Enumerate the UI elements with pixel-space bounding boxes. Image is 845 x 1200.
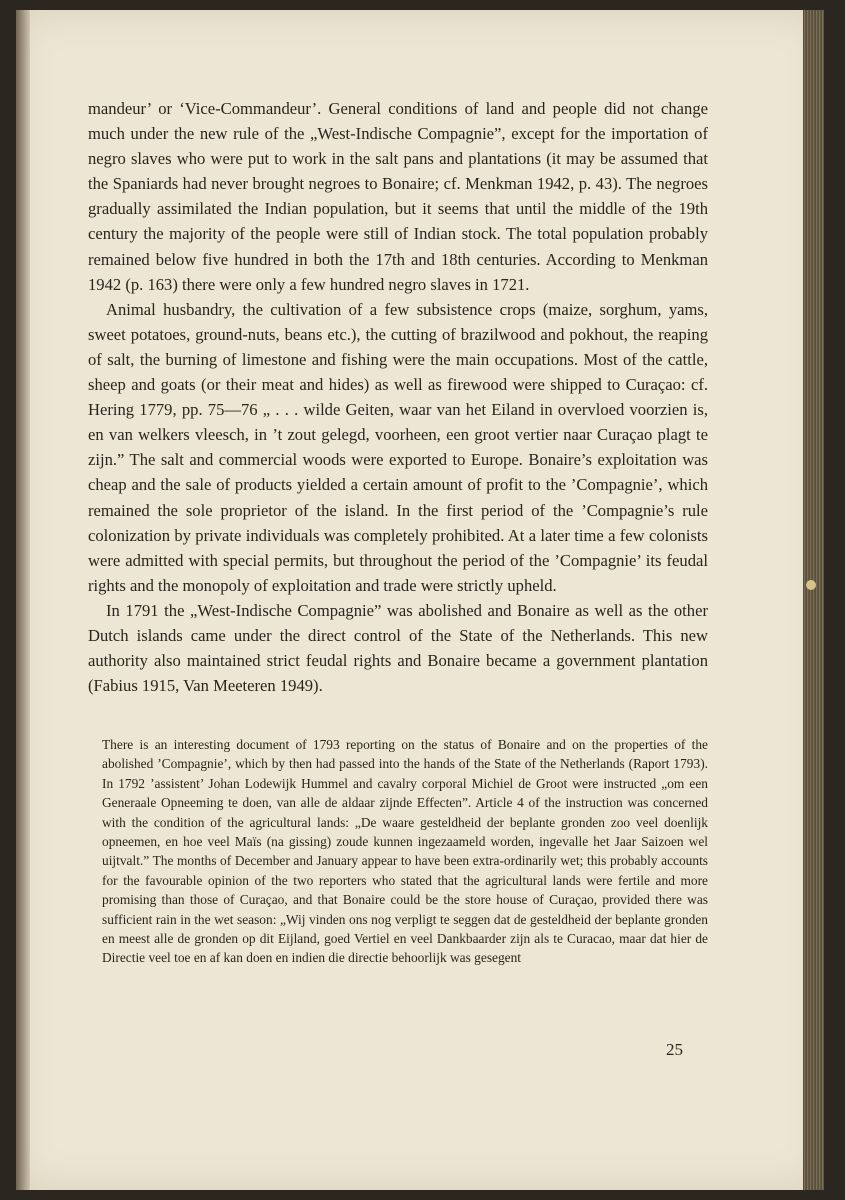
page-number: 25 (666, 1040, 683, 1059)
paragraph-3: In 1791 the „West-Indische Compagnie” was abolished and Bonaire as well as the other Dutch islands came under the direct control of the State of the Netherlands. This new authority also maintained strict feudal rights and Bonaire became a government plantation (Fabius 1915, Van Meeteren 1949). (88, 600, 708, 696)
paragraph-1: mandeur’ or ‘Vice-Commandeur’. General conditions of land and people did not change much under the new rule of the „West-Indische Compagnie”, except for the importation of negro slaves who were put to work in the salt pans and plantations (it may be assumed that the Spaniards had never brought negroes to Bonaire; cf. Menkman 1942, p. 43). The negroes gradually assimilated the Indian population, but it seems that until the middle of the 19th century the majority of the people were still of Indian stock. The total population probably remained below five hundred in both the 17th and 18th centuries. According to Menkman 1942 (p. 163) there were only a few hundred negro slaves in 1721. (88, 99, 708, 294)
page-edges (803, 10, 824, 1190)
small-print-note: There is an interesting document of 1793 reporting on the status of Bonaire and on the properties of the abolished ’Compagnie’, which by then had passed into the hands of the State of the Netherlands (Raport 1793). In 1792 ’assistent’ Johan Lodewijk Hummel and cavalry corporal Michiel de Groot were instructed „om een Generaale Opneeming te doen, van alle de aldaar zijnde Effecten”. Article 4 of the instruction was concerned with the condition of the agricultural lands: „De waare gesteldheid der beplante gronden zoo veel doenlijk opneemen, en hoe veel Maïs (na gissing) zoude kunnen ingezaameld worden, ingevalle het Jaar Saizoen wel uijtvalt.” The months of December and January appear to have been extra-ordinarily wet; this probably accounts for the favourable opinion of the two reporters who stated that the agricultural lands were fertile and more promising than those of Curaçao, and that Bonaire could be the store house of Curaçao, provided there was sufficient rain in the wet season: „Wij vinden ons nog verpligt te seggen dat de gesteldheid der beplante gronden en meest alle de gronden op dit Eijland, goed Vertiel en veel Dankbaarder zijn als te Curacao, maar dat hier de Directie veel toe en af kan doen en indien die directie behoorlijk was gesegent (102, 737, 708, 966)
binding-gutter (16, 10, 30, 1190)
paper-spot (806, 580, 816, 590)
main-text (88, 96, 708, 698)
paragraph-2: Animal husbandry, the cultivation of a few subsistence crops (maize, sorghum, yams, sweet potatoes, ground-nuts, beans etc.), the cutting of brazilwood and pokhout, the reaping of salt, the burning of limestone and fishing were the main occupations. Most of the cattle, sheep and goats (or their meat and hides) as well as firewood were shipped to Curaçao: cf. Hering 1779, pp. 75—76 „ . . . wilde Geiten, waar van het Eiland in overvloed voorzien is, en van welkers vleesch, in ’t zout gelegd, voorheen, een groot vertier naar Curaçao plagt te zijn.” The salt and commercial woods were exported to Europe. Bonaire’s exploitation was cheap and the sale of products yielded a certain amount of profit to the ’Compagnie’, which remained the sole proprietor of the island. In the first period of the ’Compagnie’s rule colonization by private individuals was completely prohibited. At a later time a few colonists were admitted with special permits, but throughout the period of the ’Compagnie’ its feudal rights and the monopoly of exploitation and trade were strictly upheld. (88, 299, 708, 595)
